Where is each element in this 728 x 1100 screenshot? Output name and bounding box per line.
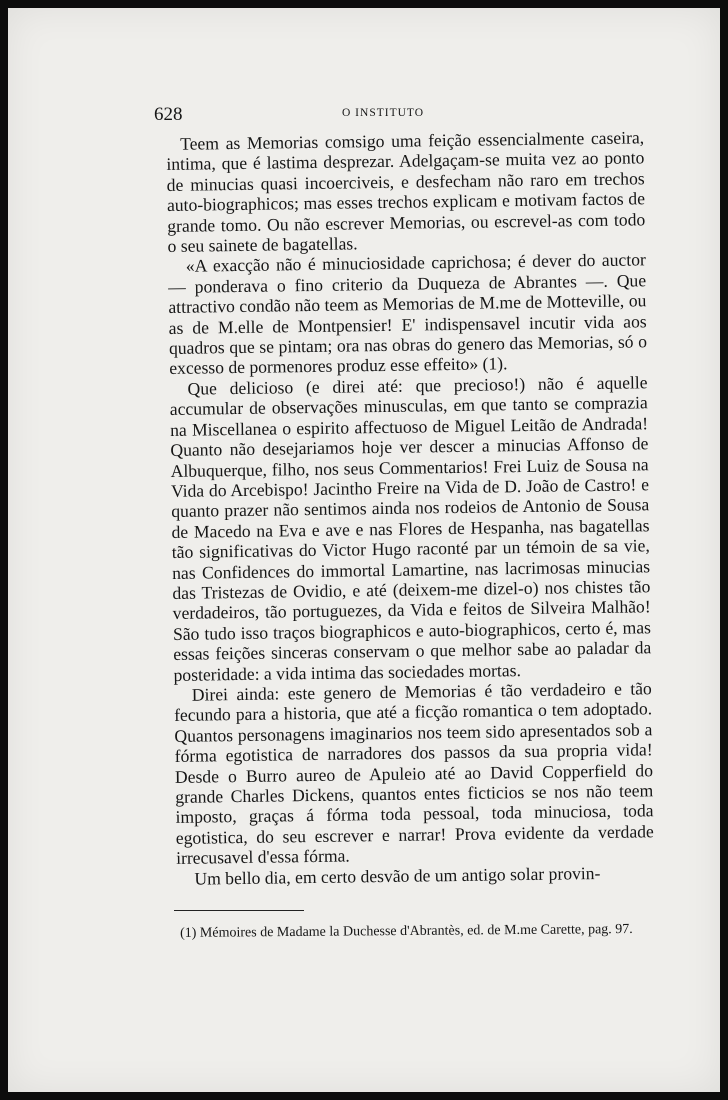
footnote-text: (1) Mémoires de Madame la Duchesse d'Abrantès, ed. de M.me Carette, pag. 97. [180,921,633,941]
page-number: 628 [154,104,183,125]
page-header [8,104,720,128]
body-text [166,127,654,889]
paragraph: Um bello dia, em certo desvão de um antigo solar provin- [194,862,601,889]
book-page [8,8,720,1092]
paragraph: Teem as Memorias comsigo uma feição essencialmente caseira, intima, que é lastima desprezar. Adelgaçam-se muita vez ao ponto de minucias quasi incoerciveis, e desfecham não raro em trechos auto-biographicos; mas esses trechos explicam e motivam factos de grande tomo. Ou não escrever Memorias, ou escrevel-as com todo o seu sainete de bagatellas. [166,127,646,257]
footnote-divider [174,910,304,911]
paragraph: Que delicioso (e direi até: que precioso!) não é aquelle accumular de observações minusculas, em que tanto se comprazia na Miscellanea o espirito affectuoso de Miguel Leitão de Andrada! Quanto não desejariamos hoje ver descer a minucias Affonso de Albuquerque, filho, nos seus Commentarios! Frei Luiz de Sousa na Vida do Arcebispo! Jacintho Freire na Vida de D. João de Castro! e quanto prazer não sentimos ainda nos rodeios de Antonio de Sousa de Macedo na Eva e ave e nas Flores de Hespanha, nas bagatellas tão significativas do Victor Hugo raconté par un témoin de sa vie, nas Confidences do immortal Lamartine, nas lacrimosas minucias das Tristezas de Ovidio, e até (deixem-me dizel-o) nos chistes tão verdadeiros, tão portuguezes, da Vida e feitos de Silveira Malhão! São tudo isso traços biographicos e auto-biographicos, certo é, mas essas feições sinceras conservam o que melhor sabe ao paladar da posteridade: a vida intima das sociedades mortas. [169,372,652,685]
paragraph: «A exacção não é minuciosidade caprichosa; é dever do auctor — ponderava o fino criterio da Duqueza de Abrantes —. Que attractivo condão não teem as Memorias de M.me de Motteville, ou as de M.elle de Montpensier! E' indispensavel incutir vida aos quadros que se pintam; ora nas obras do genero das Memorias, só o excesso de pormenores produz esse effeito» (1). [167,249,648,379]
paragraph: Direi ainda: este genero de Memorias é tão verdadeiro e tão fecundo para a historia, que até a ficção romantica o tem adoptado. Quantos personagens imaginarios nos teem sido apresentados sob a fórma egotistica de narradores dos passos da sua propria vida! Desde o Burro aureo de Apuleio até ao David Copperfield do grande Charles Dickens, quantos entes ficticios se nos não teem imposto, graças á fórma toda pessoal, toda minuciosa, toda egotistica, do seu escrever e narrar! Prova evidente da verdade irrecusavel d'essa fórma. [173,678,654,869]
running-title: O INSTITUTO [342,107,425,119]
footnote [174,920,648,944]
